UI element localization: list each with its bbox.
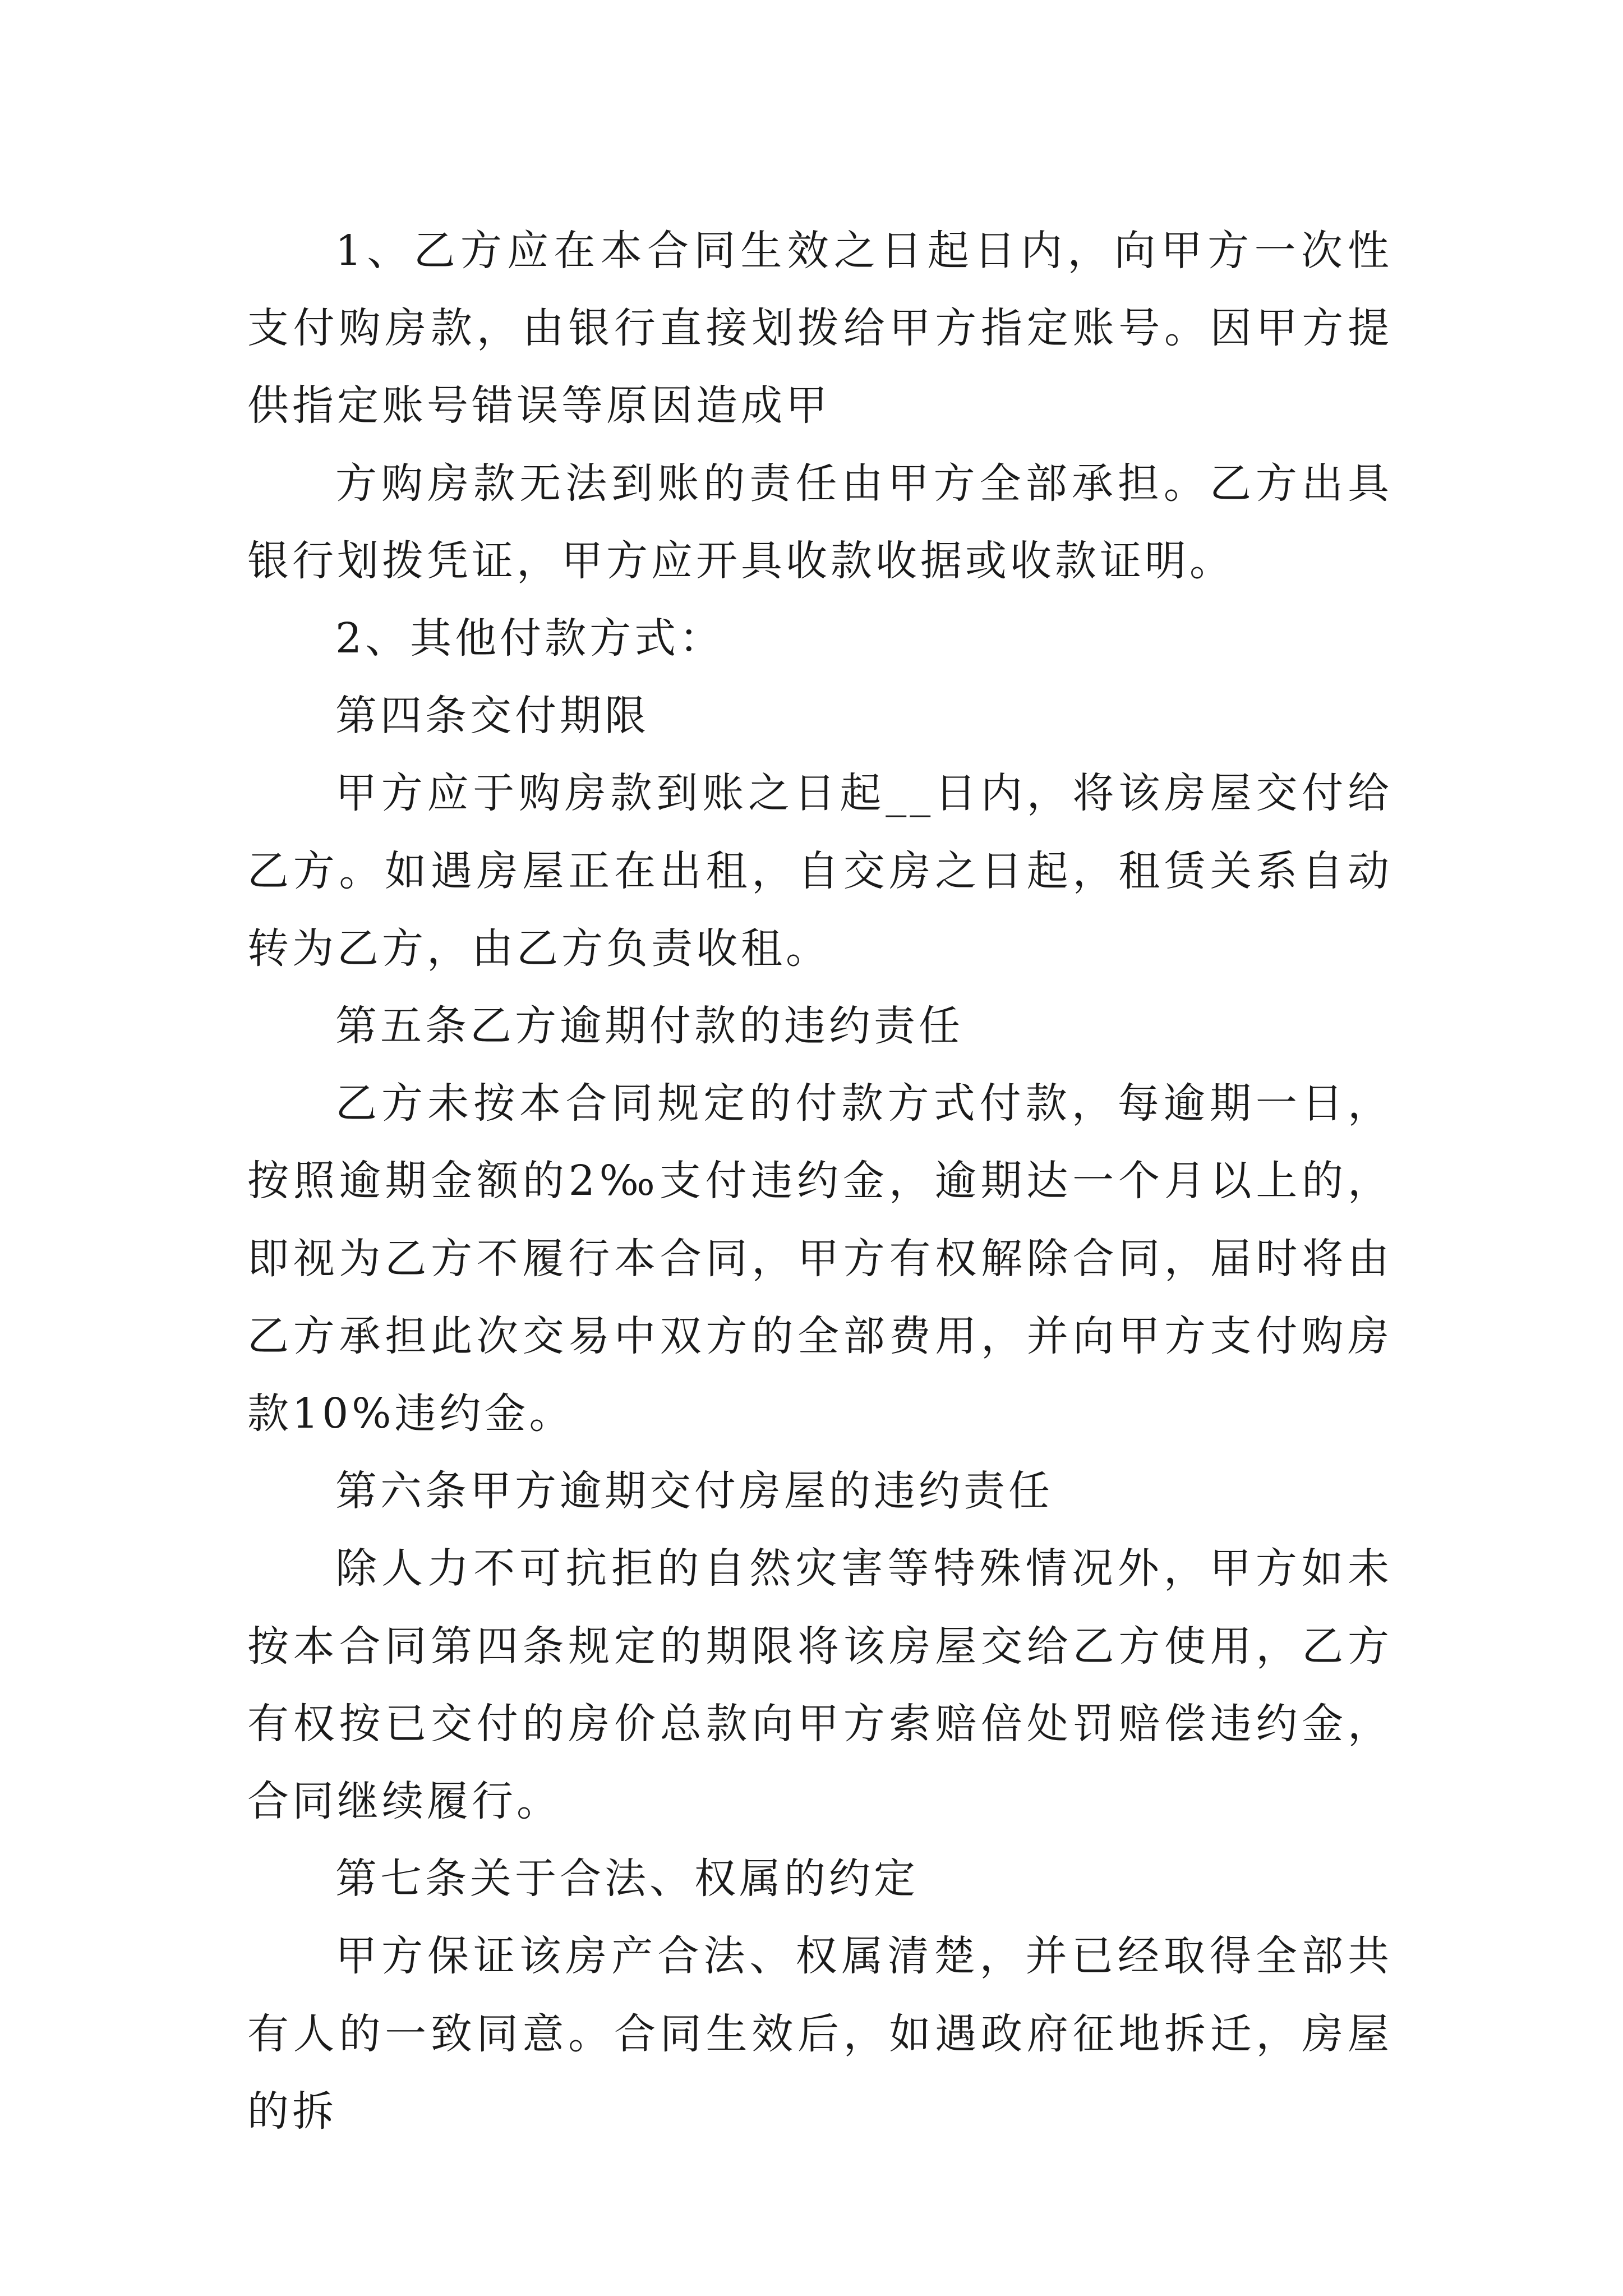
heading-article-6: 第六条甲方逾期交付房屋的违约责任 [335, 1467, 1053, 1516]
heading-article-7: 第七条关于合法、权属的约定 [335, 1855, 919, 1903]
paragraph-article-7: 甲方保证该房产合法、权属清楚，并已经取得全部共有人的一致同意。合同生效后，如遇政府征地拆迁，房屋的拆 [247, 1932, 1393, 2136]
paragraph-article-4: 甲方应于购房款到账之日起__日内，将该房屋交付给乙方。如遇房屋正在出租，自交房之日起，租赁关系自动转为乙方，由乙方负责收租。 [247, 769, 1393, 973]
heading-article-4: 第四条交付期限 [335, 692, 649, 740]
document-body [247, 212, 1393, 2150]
paragraph-article-5: 乙方未按本合同规定的付款方式付款，每逾期一日，按照逾期金额的2‰支付违约金，逾期达一个月以上的，即视为乙方不履行本合同，甲方有权解除合同，届时将由乙方承担此次交易中双方的全部费用，并向甲方支付购房款10%违约金。 [247, 1079, 1393, 1438]
paragraph-article-6: 除人力不可抗拒的自然灾害等特殊情况外，甲方如未按本合同第四条规定的期限将该房屋交给乙方使用，乙方有权按已交付的房价总款向甲方索赔倍处罚赔偿违约金，合同继续履行。 [247, 1544, 1393, 1826]
heading-article-5: 第五条乙方逾期付款的违约责任 [335, 1002, 963, 1051]
paragraph-payment-clause-1: 1、乙方应在本合同生效之日起日内，向甲方一次性支付购房款，由银行直接划拨给甲方指定账号。因甲方提供指定账号错误等原因造成甲 [247, 227, 1393, 430]
paragraph-payment-clause-2: 2、其他付款方式： [335, 614, 725, 663]
paragraph-payment-clause-1-cont: 方购房款无法到账的责任由甲方全部承担。乙方出具银行划拨凭证，甲方应开具收款收据或收款证明。 [247, 459, 1393, 585]
